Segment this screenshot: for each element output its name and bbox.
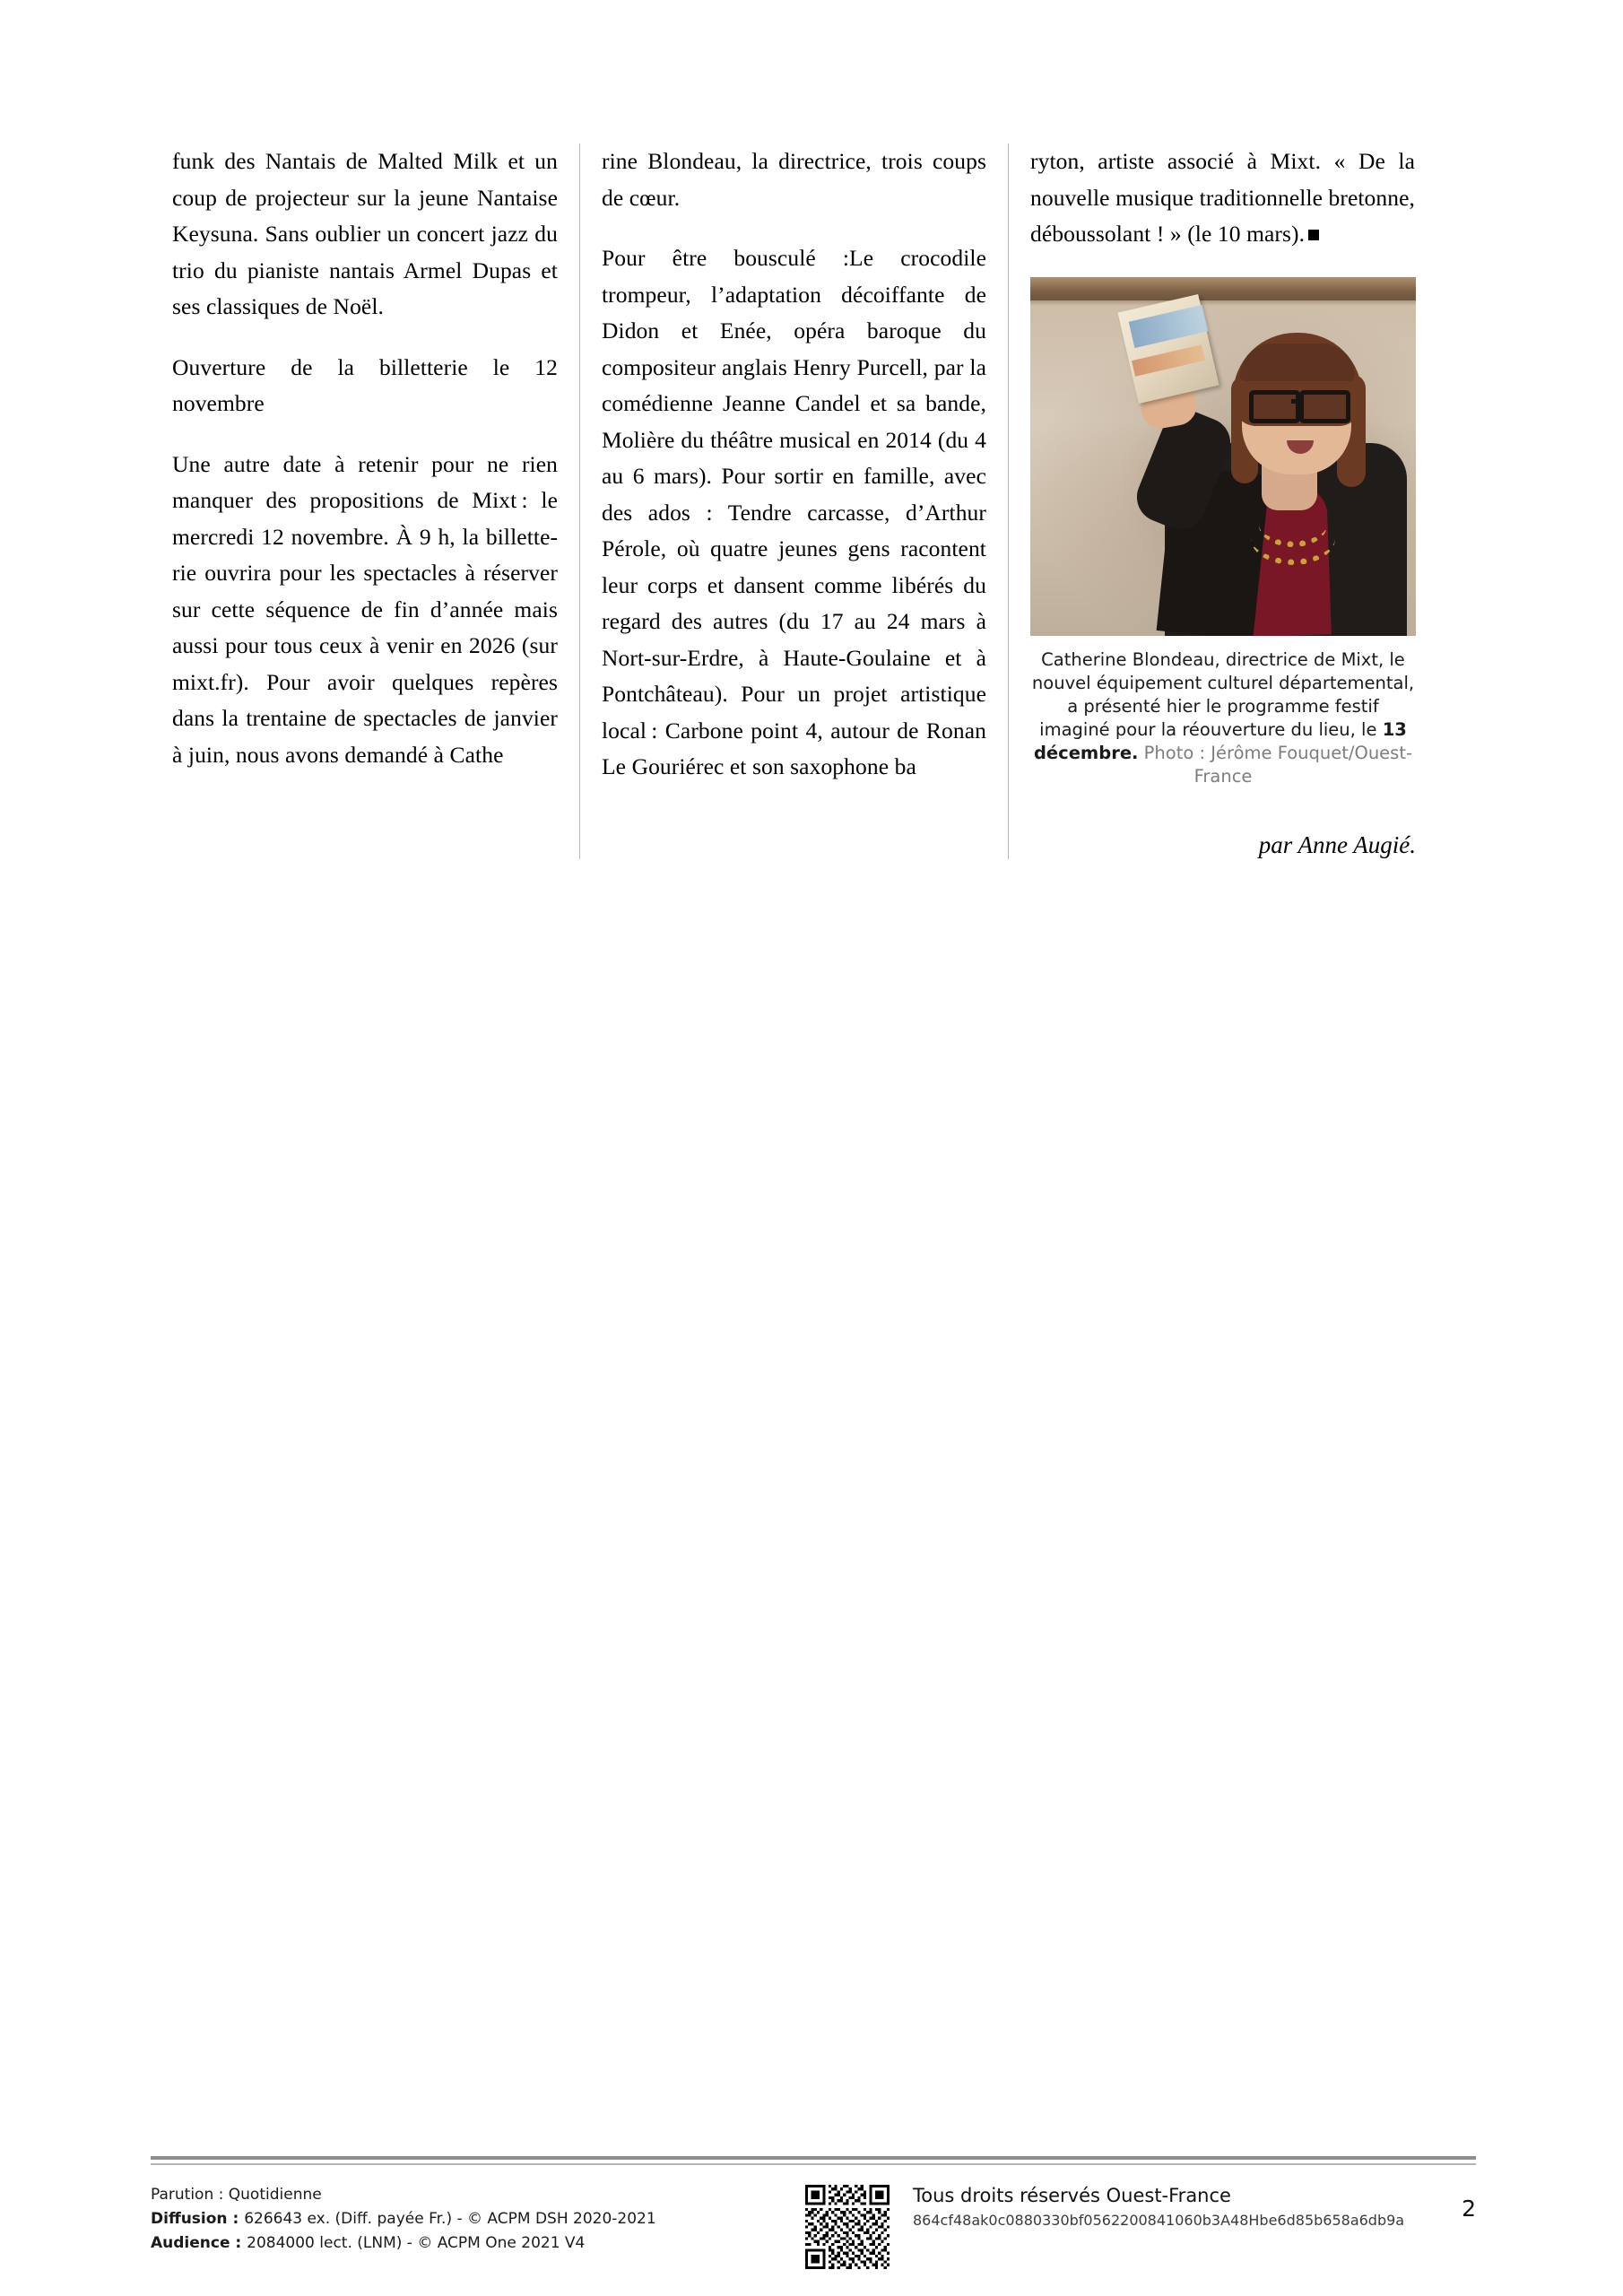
article-column-2 xyxy=(579,144,1008,859)
qr-code-icon xyxy=(805,2185,890,2269)
photo-caption xyxy=(1030,648,1416,788)
byline: par Anne Augié. xyxy=(1258,831,1416,858)
publication-stats xyxy=(151,2183,805,2256)
paragraph-text: ryton, artiste associé à Mixt. « De la nouvelle musique traditionnelle bretonne, déboussolant ! » (le 10 mars). xyxy=(1030,148,1415,247)
document-hash: 864cf48ak0c0880330bf0562200841060b3A48Hbe6d85b658a6db9a xyxy=(913,2212,1405,2229)
rights-block xyxy=(913,2183,1476,2230)
audience-label: Audience : xyxy=(151,2234,247,2252)
paragraph: Pour être bousculé :Le crocodile trompeur, l’adaptation décoiffante de Didon et Enée, opéra baroque du compositeur anglais Henry Purcell, par la comédienne Jeanne Candel et sa bande, Molière du théâtre musical en 2014 (du 4 au 6 mars). Pour sortir en famille, avec des ados : Tendre carcasse, d’Arthur Pérole, où quatre jeunes gens racontent leur corps et dansent comme libérés du regard des autres (du 17 au 24 mars à Nort-sur-Erdre, à Haute-Goulaine et à Pontchâteau). Pour un projet artistique local : Carbone point 4, autour de Ronan Le Gouriérec et son saxophone ba xyxy=(602,245,986,779)
end-of-article-mark xyxy=(1308,230,1319,240)
page-footer xyxy=(151,2156,1476,2269)
footer-divider-thick xyxy=(151,2156,1476,2160)
paragraph-subheading: Ouverture de la billetterie le 12 novembre xyxy=(172,353,558,416)
photo-figure xyxy=(1030,277,1416,859)
paragraph xyxy=(1030,144,1415,253)
page-number: 2 xyxy=(1462,2196,1476,2222)
article-body xyxy=(151,144,1469,859)
caption-text: Catherine Blondeau, directrice de Mixt, le nouvel équipement culturel départemental, a présenté hier le programme festif imaginé pour la réouverture du lieu, le xyxy=(1031,648,1415,740)
article-column-1 xyxy=(151,144,579,859)
paragraph: rine Blondeau, la directrice, trois coups de cœur. xyxy=(602,148,986,211)
paragraph: funk des Nantais de Malted Milk et un coup de projecteur sur la jeune Nantaise Keysuna. Sans oublier un concert jazz du trio du pianiste nantais Armel Dupas et ses classiques de Noël. xyxy=(172,148,558,319)
portrait-photo xyxy=(1030,277,1416,636)
parution-value: Quotidienne xyxy=(228,2186,322,2204)
parution-label: Parution : xyxy=(151,2186,229,2204)
caption-credit: Photo : Jérôme Fouquet/Ouest-France xyxy=(1138,742,1413,787)
diffusion-value: 626643 ex. (Diff. payée Fr.) - © ACPM DSH 2020-2021 xyxy=(244,2210,656,2228)
footer-divider-thin xyxy=(151,2163,1476,2165)
audience-line xyxy=(151,2231,805,2256)
caption-date: 13 décembre. xyxy=(1033,718,1407,763)
parution-line xyxy=(151,2183,805,2207)
diffusion-label: Diffusion : xyxy=(151,2210,245,2228)
rights-text: Tous droits réservés Ouest-France xyxy=(913,2185,1231,2206)
diffusion-line xyxy=(151,2207,805,2231)
audience-value: 2084000 lect. (LNM) - © ACPM One 2021 V4 xyxy=(247,2234,586,2252)
paragraph: Une autre date à retenir pour ne rien manquer des propositions de Mixt : le mercredi 12 novembre. À 9 h, la billetterie ouvrira pour les spectacles à réserver sur cette séquence de fin d’année mais aussi pour tous ceux à venir en 2026 (sur mixt.fr). Pour avoir quelques repères dans la trentaine de spectacles de janvier à juin, nous avons demandé à Cathe xyxy=(172,450,558,768)
article-column-3 xyxy=(1008,144,1436,859)
